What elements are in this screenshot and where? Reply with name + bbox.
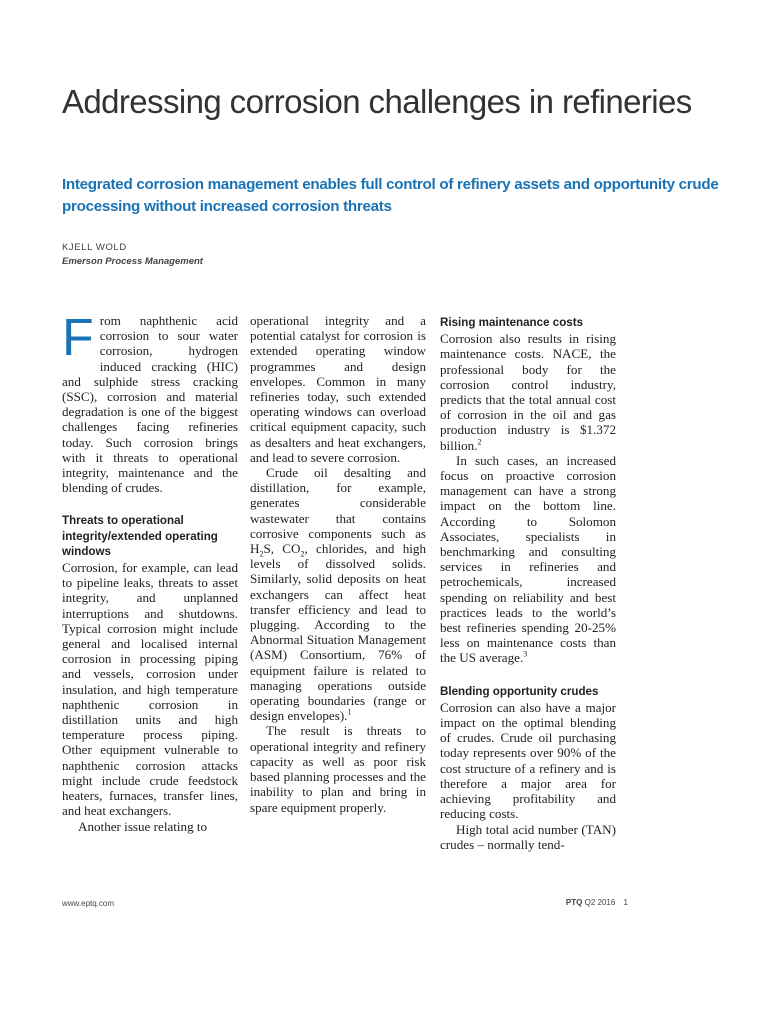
paragraph: Corrosion, for example, can lead to pipeline leaks, threats to asset integrity, and unplanned interruptions and shutdowns. Typical corrosion might include general and localised internal corrosion in processing piping and vessels, corrosion under insulation, and high temperature naphthenic corrosion in distillation units and high temperature process piping. Other equipment vulnerable to naphthenic corrosion attacks might include crude feedstock heaters, furnaces, transfer lines, and heat exchangers.	[62, 560, 238, 819]
text-column-2	[250, 313, 426, 815]
subscript: 2	[300, 549, 305, 559]
text-run: Crude oil desalting and distillation, for example, generates considerable wastewater that contains corrosive components such as H	[250, 465, 426, 557]
paragraph: operational integrity and a potential catalyst for corrosion is extended operating window programmes and design envelopes. Common in many refineries today, such extended operating windows can overload critical equipment capacity, such as desalters and heat exchangers, and lead to severe corrosion.	[250, 313, 426, 465]
article-subtitle: Integrated corrosion management enables full control of refinery assets and opportunity crude processing without increased corrosion threats	[62, 176, 719, 215]
publication-name: PTQ	[565, 898, 583, 907]
footnote-ref: 1	[347, 707, 352, 717]
intro-text: rom naphthenic acid corrosion to sour water corrosion, hydrogen induced cracking (HIC) and sulphide stress cracking (SSC), corrosion and material degradation is one of the biggest challenges facing refineries today. Such corrosion brings with it threats to operational integrity, maintenance and the blending of crudes.	[62, 313, 238, 496]
subscript: 2	[259, 549, 264, 559]
issue-label: Q2 2016	[584, 898, 616, 907]
text-column-1	[62, 309, 238, 834]
text-run: Corrosion also results in rising maintenance costs. NACE, the professional body for the corrosion control industry, predicts that the total annual cost of corrosion in the oil and gas production industry is $1.372 billion.	[440, 331, 616, 453]
section-heading-blending: Blending opportunity crudes	[440, 684, 599, 698]
section-heading-maintenance: Rising maintenance costs	[440, 316, 584, 329]
paragraph: The result is threats to operational integrity and refinery capacity as well as poor risk based planning processes and the inability to plan and bring in spare equipment properly.	[250, 723, 426, 815]
section-heading-threats: Threats to operational integrity/extended operating windows	[62, 514, 218, 558]
footer-publication	[566, 898, 628, 907]
text-run: In such cases, an increased focus on proactive corrosion management can have a strong impact on the bottom line. According to Solomon Associates, specialists in benchmarking and consulting services in refineries and petrochemicals, increased spending on reliability and best practices leads to the world’s best refineries spending 20-25% less on maintenance costs than the US average.	[440, 452, 616, 666]
drop-cap: F	[62, 309, 94, 367]
paragraph-desalting	[250, 465, 426, 723]
text-column-3	[440, 313, 616, 852]
footer-website: www.eptq.com	[62, 899, 115, 908]
footnote-ref: 3	[523, 650, 528, 660]
paragraph	[440, 453, 616, 666]
text-run: , chlorides, and high levels of dissolved solids. Similarly, solid deposits on heat exchangers can affect heat transfer efficiency and lead to plugging. According to the Abnormal Situation Management (ASM) Consortium, 76% of equipment failure is related to managing operations outside operating boundaries (range or design envelopes).	[250, 541, 426, 724]
paragraph: Corrosion can also have a major impact on the optimal blending of crudes. Crude oil purchasing today represents over 90% of the cost structure of a refinery and is therefore a major area for achieving profitability and reducing costs.	[440, 699, 616, 822]
author-name: KJELL WOLD	[62, 242, 127, 253]
paragraph: High total acid number (TAN) crudes – normally tend-	[440, 821, 616, 852]
page-number: 1	[623, 898, 628, 907]
intro-paragraph	[62, 309, 238, 496]
author-affiliation: Emerson Process Management	[62, 256, 203, 267]
article-title: Addressing corrosion challenges in refineries	[62, 83, 692, 120]
paragraph: Another issue relating to	[78, 818, 208, 834]
paragraph	[440, 331, 616, 453]
footnote-ref: 2	[477, 437, 482, 447]
text-run: S, CO	[263, 541, 301, 557]
